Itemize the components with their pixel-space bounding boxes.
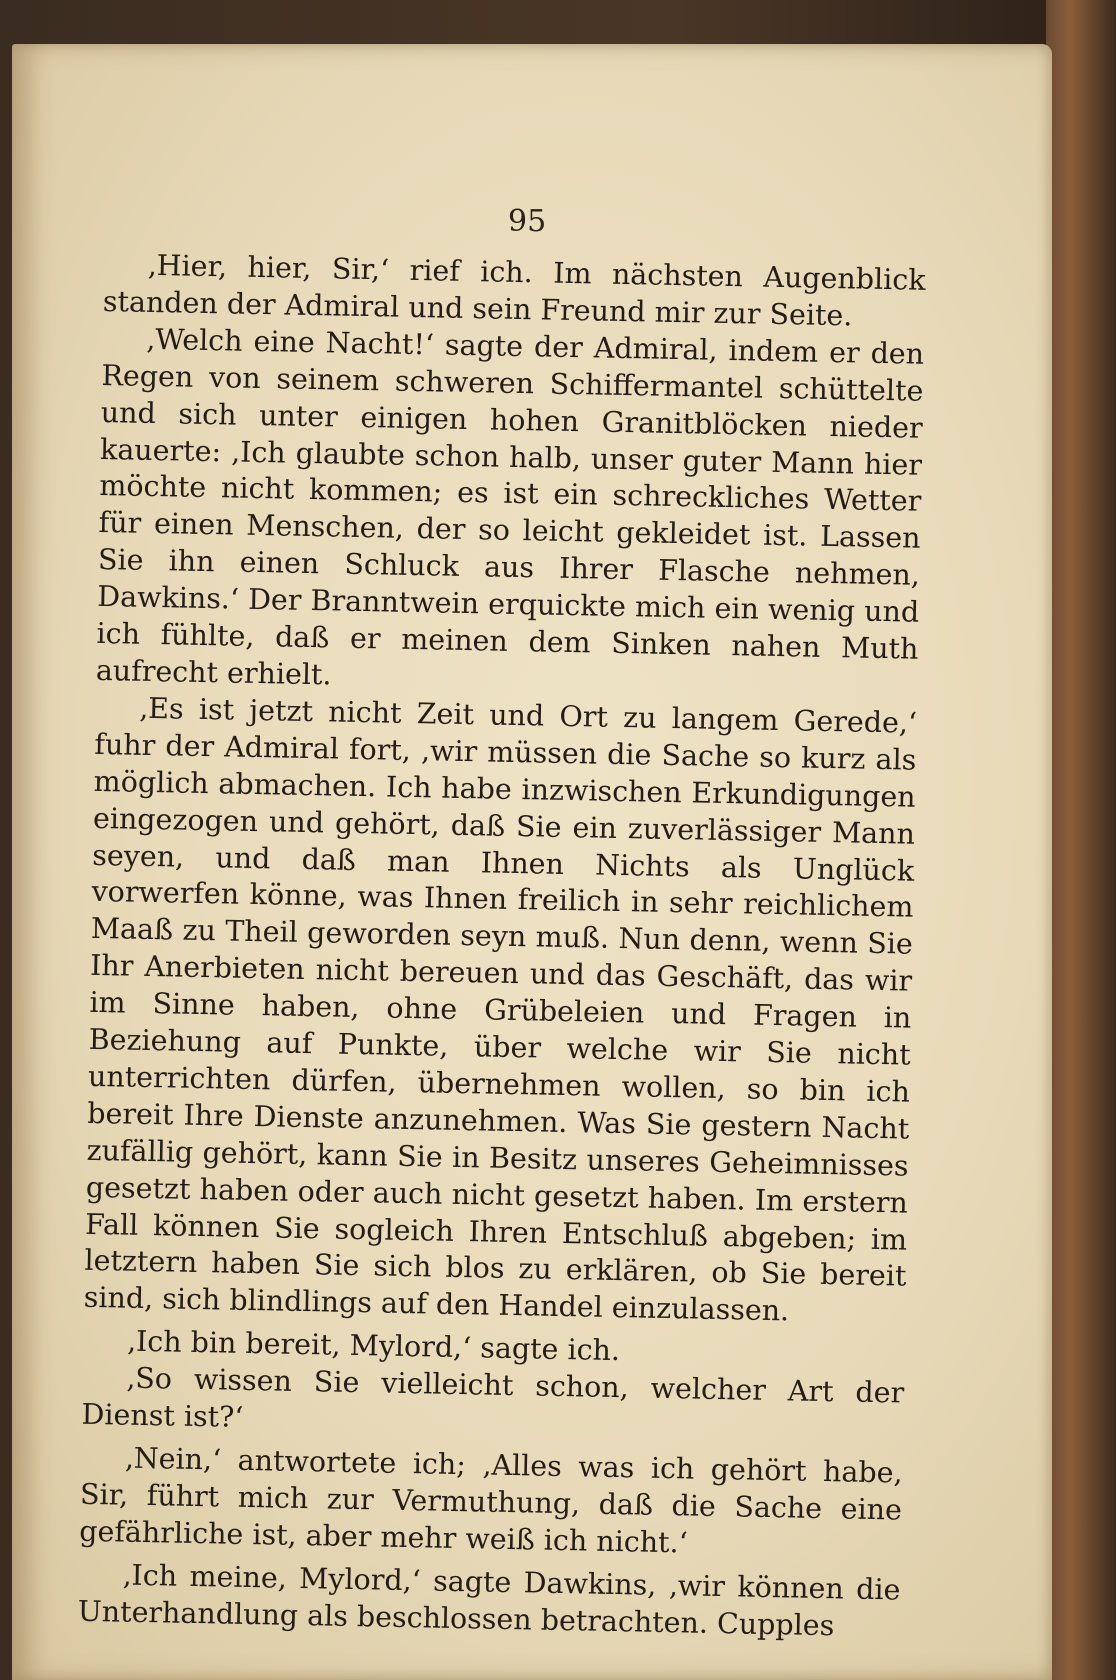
page-text [77, 247, 925, 1646]
book-spine-edge [1046, 0, 1116, 1680]
paragraph: ‚Ich bin bereit, Mylord,‘ sagte ich. [126, 1324, 621, 1368]
page-number: 95 [508, 204, 547, 239]
paragraph: ‚Welch eine Nacht!‘ sagte der Admiral, indem er den Regen von seinem schweren Schiffermantel schüttelte und sich unter einigen hohen Granitblöcken nieder kauerte: ‚Ich glaubte schon halb, unser guter Mann hier möchte nicht kommen; es ist ein schreckliches Wetter für einen Menschen, der so leicht gekleidet ist. Lassen Sie ihn einen Schluck aus Ihrer Flasche nehmen, Dawkins.‘ Der Branntwein erquickte mich ein wenig und ich fühlte, daß er meinen dem Sinken nahen Muth aufrecht erhielt. [95, 322, 925, 692]
paragraph: ‚Hier, hier, Sir,‘ rief ich. Im nächsten Augenblick standen der Admiral und sein Freund mir zur Seite. [102, 248, 926, 333]
paragraph: ‚So wissen Sie vielleicht schon, welcher Art der Dienst ist?‘ [81, 1361, 905, 1434]
paragraph: ‚Es ist jetzt nicht Zeit und Ort zu langem Gerede,‘ fuhr der Admiral fort, ‚wir müssen die Sache so kurz als möglich abmachen. Ich habe inzwischen Erkundigungen eingezogen und gehört, daß Sie ein zuverlässiger Mann seyen, und daß man Ihnen Nichts als Unglück vorwerfen könne, was Ihnen freilich in sehr reichlichem Maaß zu Theil geworden seyn muß. Nun denn, wenn Sie Ihr Anerbieten nicht bereuen und das Geschäft, das wir im Sinne haben, ohne Grübeleien und Fragen in Beziehung auf Punkte, über welche wir Sie nicht unterrichten dürfen, übernehmen wollen, so bin ich bereit Ihre Dienste anzunehmen. Was Sie gestern Nacht zufällig gehört, kann Sie in Besitz unseres Geheimnisses gesetzt haben oder auch nicht gesetzt haben. Im erstern Fall können Sie sogleich Ihren Entschluß abgeben; im letztern haben Sie sich blos zu erklären, ob Sie bereit sind, sich blindlings auf den Handel einzulassen. [83, 691, 918, 1328]
book-page [12, 44, 1052, 1680]
paragraph: ‚Ich meine, Mylord,‘ sagte Dawkins, ‚wir können die Unterhandlung als beschlossen betrachten. Cupples [77, 1558, 901, 1642]
paragraph: ‚Nein,‘ antwortete ich; ‚Alles was ich gehört habe, Sir, führt mich zur Vermuthung, daß die Sache eine gefährliche ist, aber mehr weiß ich nicht.‘ [79, 1441, 903, 1560]
